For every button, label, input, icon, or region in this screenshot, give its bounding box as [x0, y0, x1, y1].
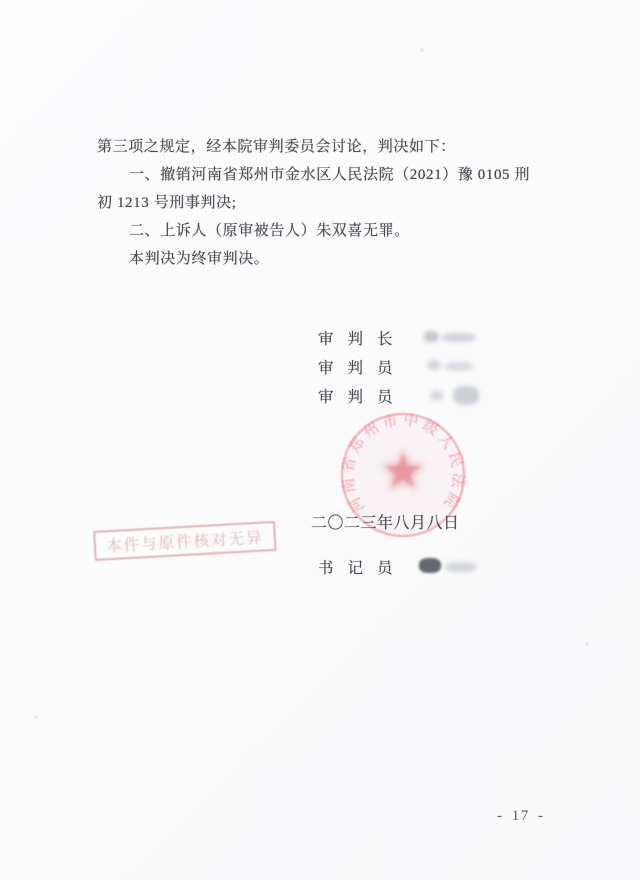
redacted-presiding-judge-name-mark-1 [424, 331, 439, 342]
scan-speck [34, 716, 38, 719]
judge-2-title: 审判员 [318, 360, 407, 377]
body-line-5: 本判决为终审判决。 [129, 251, 270, 267]
presiding-judge-row [318, 327, 407, 349]
judgment-date: 二〇二三年八月八日 [311, 515, 460, 532]
redacted-presiding-judge-name-mark-2 [442, 333, 476, 342]
redacted-judge-2-name-mark-1 [427, 360, 441, 370]
body-line-2: 一、撤销河南省郑州市金水区人民法院（2021）豫 0105 刑 [129, 167, 531, 183]
verification-stamp-text: 本件与原件核对无异 [105, 529, 265, 556]
scan-speck [420, 48, 424, 52]
clerk-title: 书记员 [318, 560, 407, 577]
court-seal-text: 河南省郑州市中级人民法院 [340, 412, 466, 515]
redacted-judge-2-name-mark-2 [445, 362, 473, 371]
presiding-judge-title: 审判长 [318, 331, 407, 348]
page-number: - 17 - [497, 808, 545, 824]
judgment-body [97, 133, 567, 273]
verification-stamp [93, 521, 276, 561]
clerk-row [318, 556, 407, 578]
judge-row-2 [318, 356, 407, 378]
court-seal [318, 390, 488, 560]
scan-speck [585, 642, 589, 646]
body-line-3: 初 1213 号刑事判决; [97, 195, 237, 211]
body-line-4: 二、上诉人（原审被告人）朱双喜无罪。 [129, 223, 410, 239]
body-line-1: 第三项之规定，经本院审判委员会讨论，判决如下： [97, 139, 456, 155]
redacted-clerk-name-mark-2 [445, 562, 477, 572]
judge-3-title: 审判员 [318, 389, 407, 406]
redacted-clerk-name-mark-1 [419, 558, 441, 573]
